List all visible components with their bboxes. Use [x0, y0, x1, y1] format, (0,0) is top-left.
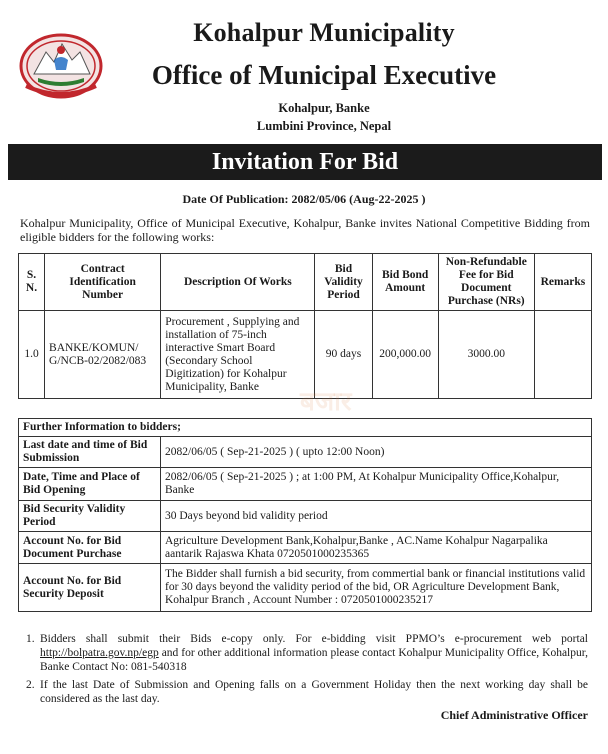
info-row — [19, 501, 592, 532]
notes-list — [26, 632, 588, 710]
info-label: Account No. for Bid Security Deposit — [19, 564, 161, 612]
info-row — [19, 437, 592, 468]
info-value: 2082/06/05 ( Sep-21-2025 ) ( upto 12:00 Noon) — [161, 437, 592, 468]
cell-contract-id: BANKE/KOMUN/ G/NCB-02/2082/083 — [45, 311, 161, 399]
note-text-after: and for other additional information please contact Kohalpur Municipality Office, Kohalpur, Banke Contact No: 081-540318 — [40, 647, 588, 673]
info-row — [19, 468, 592, 501]
signatory: Chief Administrative Officer — [440, 708, 588, 722]
municipality-name: Kohalpur Municipality — [193, 18, 455, 47]
info-label: Account No. for Bid Document Purchase — [19, 532, 161, 564]
letterhead — [0, 0, 608, 146]
info-label: Bid Security Validity Period — [19, 501, 161, 532]
info-row — [19, 532, 592, 564]
cell-remarks — [534, 311, 591, 399]
watermark: बजार — [300, 387, 352, 417]
further-info-table — [18, 418, 592, 612]
info-heading-row — [19, 419, 592, 437]
cell-sn: 1.0 — [19, 311, 45, 399]
address-line-2: Lumbini Province, Nepal — [256, 119, 392, 133]
info-value: The Bidder shall furnish a bid security, from commertial bank or financial institutions valid for 30 days beyond the validity period of the bid, OR Agriculture Development Bank, Kohalpur Branch , Account Number : 0720501000235217 — [161, 564, 592, 612]
header-remarks: Remarks — [534, 254, 591, 311]
note-number: 1. — [26, 633, 35, 645]
intro-paragraph: Kohalpur Municipality, Office of Municipal Executive, Kohalpur, Banke invites National Competitive Bidding from eligible bidders for the following works: — [20, 216, 590, 244]
info-value: 30 Days beyond bid validity period — [161, 501, 592, 532]
header-contract-id: Contract Identification Number — [45, 254, 161, 311]
info-label: Last date and time of Bid Submission — [19, 437, 161, 468]
header-validity: Bid Validity Period — [315, 254, 372, 311]
bid-table — [18, 253, 592, 399]
cell-validity: 90 days — [315, 311, 372, 399]
cell-fee: 3000.00 — [438, 311, 534, 399]
header-bond: Bid Bond Amount — [372, 254, 438, 311]
note-text — [40, 632, 588, 674]
info-heading: Further Information to bidders; — [19, 419, 592, 437]
notice-title-banner: Invitation For Bid — [8, 144, 602, 180]
note-text: If the last Date of Submission and Opening falls on a Government Holiday then the next working day shall be considered as the last day. — [40, 679, 588, 705]
bolpatra-link[interactable]: http://bolpatra.gov.np/egp — [40, 647, 159, 659]
info-value: Agriculture Development Bank,Kohalpur,Banke , AC.Name Kohalpur Nagarpalika aantarik Rajaswa Khata 0720501000235365 — [161, 532, 592, 564]
office-name: Office of Municipal Executive — [151, 60, 497, 90]
note-text-before: Bidders shall submit their Bids e-copy only. For e-bidding visit PPMO’s e-procurement web portal — [40, 633, 588, 645]
header-fee: Non-Refundable Fee for Bid Document Purchase (NRs) — [438, 254, 534, 311]
cell-bond: 200,000.00 — [372, 311, 438, 399]
list-item — [26, 678, 588, 706]
cell-description: Procurement , Supplying and installation of 75-inch interactive Smart Board (Secondary School Digitization) for Kohalpur Municipality, Banke — [161, 311, 315, 399]
header-sn: S. N. — [19, 254, 45, 311]
publication-date: Date Of Publication: 2082/05/06 (Aug-22-2025 ) — [182, 192, 426, 206]
header-description: Description Of Works — [161, 254, 315, 311]
bid-table-header-row — [19, 254, 592, 311]
info-label: Date, Time and Place of Bid Opening — [19, 468, 161, 501]
info-row — [19, 564, 592, 612]
note-number: 2. — [26, 679, 35, 691]
address-line-1: Kohalpur, Banke — [278, 101, 370, 115]
list-item — [26, 632, 588, 674]
info-value: 2082/06/05 ( Sep-21-2025 ) ; at 1:00 PM, At Kohalpur Municipality Office,Kohalpur, Banke — [161, 468, 592, 501]
